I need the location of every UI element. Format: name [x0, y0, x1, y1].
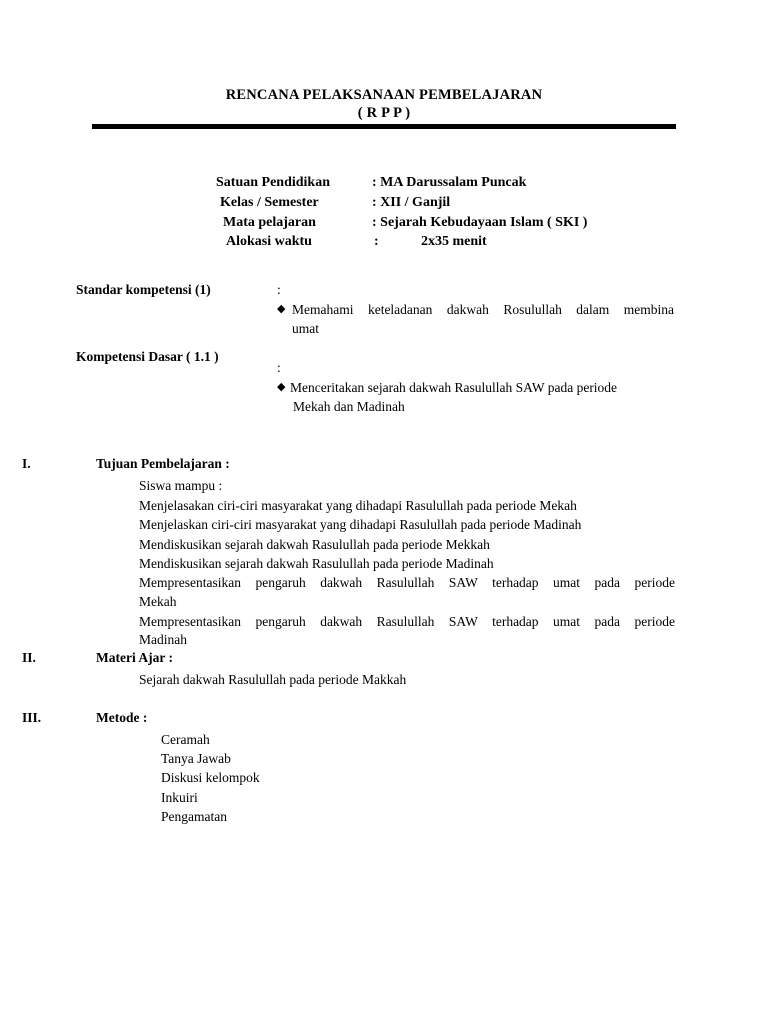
tujuan-item: Mendiskusikan sejarah dakwah Rasulullah pada periode Mekkah	[139, 537, 490, 552]
tujuan-intro: Siswa mampu :	[139, 478, 223, 493]
diamond-bullet-icon: ◆	[277, 381, 286, 393]
alokasi-value: 2x35 menit	[421, 234, 487, 249]
mapel-value: : Sejarah Kebudayaan Islam ( SKI )	[372, 215, 588, 230]
alokasi-colon: :	[374, 234, 379, 249]
tujuan-item-cont: Mekah	[139, 594, 177, 609]
standar-text-line1: Memahami keteladanan dakwah Rosulullah dalam membina	[292, 302, 674, 317]
mapel-label: Mata pelajaran	[223, 215, 316, 230]
metode-item: Pengamatan	[161, 809, 227, 824]
kelas-value: : XII / Ganjil	[372, 195, 451, 210]
satuan-value: : MA Darussalam Puncak	[372, 175, 527, 190]
tujuan-heading: Tujuan Pembelajaran :	[96, 456, 230, 471]
tujuan-item: Menjelasakan ciri-ciri masyarakat yang dihadapi Rasulullah pada periode Mekah	[139, 498, 577, 513]
kompetensi-text-line2: Mekah dan Madinah	[293, 399, 405, 414]
section-number-iii: III.	[22, 710, 42, 725]
metode-item: Diskusi kelompok	[161, 770, 260, 785]
document-title: RENCANA PELAKSANAAN PEMBELAJARAN	[225, 87, 543, 103]
materi-heading: Materi Ajar :	[96, 650, 173, 665]
metode-item: Ceramah	[161, 732, 210, 747]
metode-item: Tanya Jawab	[161, 751, 231, 766]
document-subtitle: ( R P P )	[357, 105, 411, 121]
tujuan-item: Menjelaskan ciri-ciri masyarakat yang dihadapi Rasulullah pada periode Madinah	[139, 517, 582, 532]
metode-item: Inkuiri	[161, 790, 198, 805]
tujuan-item: Mendiskusikan sejarah dakwah Rasulullah pada periode Madinah	[139, 556, 494, 571]
diamond-bullet-icon: ◆	[277, 303, 286, 315]
title-rule	[92, 124, 676, 129]
tujuan-item: Mempresentasikan pengaruh dakwah Rasulullah SAW terhadap umat pada periode	[139, 575, 675, 590]
standar-label: Standar kompetensi (1)	[76, 282, 211, 297]
satuan-label: Satuan Pendidikan	[216, 175, 330, 190]
standar-colon: :	[277, 282, 281, 297]
standar-text-line2: umat	[292, 321, 319, 336]
kompetensi-text-line1: Menceritakan sejarah dakwah Rasulullah SAW pada periode	[290, 380, 618, 395]
materi-text: Sejarah dakwah Rasulullah pada periode Makkah	[139, 672, 407, 687]
kompetensi-colon: :	[277, 360, 281, 375]
section-number-i: I.	[22, 456, 31, 471]
alokasi-label: Alokasi waktu	[226, 234, 312, 249]
metode-heading: Metode :	[96, 710, 148, 725]
tujuan-item: Mempresentasikan pengaruh dakwah Rasulullah SAW terhadap umat pada periode	[139, 614, 675, 629]
tujuan-item-cont: Madinah	[139, 632, 187, 647]
kompetensi-label: Kompetensi Dasar ( 1.1 )	[76, 349, 219, 364]
kelas-label: Kelas / Semester	[220, 195, 319, 210]
section-number-ii: II.	[22, 650, 36, 665]
